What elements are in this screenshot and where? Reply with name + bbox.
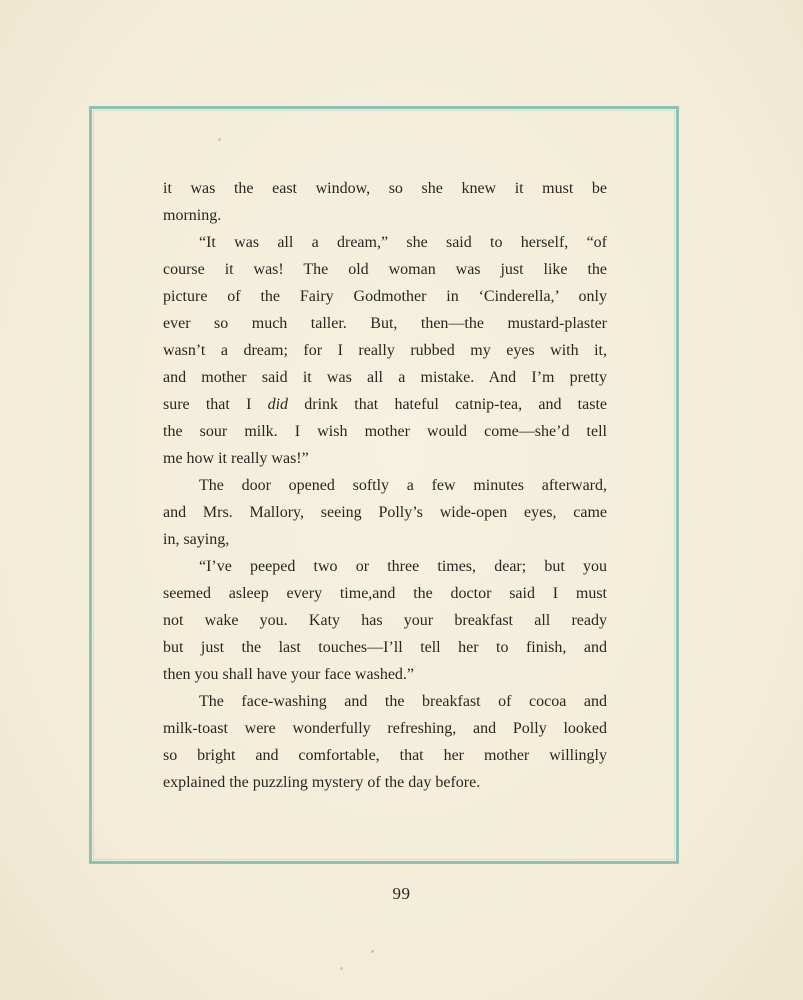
text-line: ever so much taller. But, then—the mustard-plaster (163, 315, 607, 332)
text-line: in, saying, (163, 531, 230, 548)
text-line: The face-washing and the breakfast of cocoa and (199, 693, 607, 710)
text-line: picture of the Fairy Godmother in ‘Cinderella,’ only (163, 288, 607, 305)
text-line: “It was all a dream,” she said to herself, “of (199, 234, 607, 251)
text-line: “I’ve peeped two or three times, dear; but you (199, 558, 607, 575)
text-segment: drink that hateful catnip-tea, and taste (288, 396, 607, 413)
text-line: course it was! The old woman was just like the (163, 261, 607, 278)
paper-speck (218, 138, 221, 141)
body-text (163, 180, 607, 801)
text-line: not wake you. Katy has your breakfast all ready (163, 612, 607, 629)
text-line: milk-toast were wonderfully refreshing, and Polly looked (163, 720, 607, 737)
text-line: seemed asleep every time,and the doctor said I must (163, 585, 607, 602)
text-line: it was the east window, so she knew it must be (163, 180, 607, 197)
text-line: and mother said it was all a mistake. And I’m pretty (163, 369, 607, 386)
text-line: The door opened softly a few minutes afterward, (199, 477, 607, 494)
text-line: explained the puzzling mystery of the day before. (163, 774, 481, 791)
text-line: me how it really was!” (163, 450, 309, 467)
paper-speck (371, 950, 374, 953)
text-line: morning. (163, 207, 222, 224)
text-segment: sure that I (163, 396, 268, 413)
text-line: so bright and comfortable, that her mother willingly (163, 747, 607, 764)
text-line: then you shall have your face washed.” (163, 666, 415, 683)
page-number: 99 (392, 884, 411, 903)
text-line: but just the last touches—I’ll tell her to finish, and (163, 639, 607, 656)
text-line: wasn’t a dream; for I really rubbed my eyes with it, (163, 342, 607, 359)
paper-speck (340, 967, 343, 970)
text-line (163, 396, 607, 423)
emphasized-word: did (267, 396, 289, 413)
text-line: and Mrs. Mallory, seeing Polly’s wide-open eyes, came (163, 504, 607, 521)
text-line: the sour milk. I wish mother would come—she’d tell (163, 423, 607, 440)
